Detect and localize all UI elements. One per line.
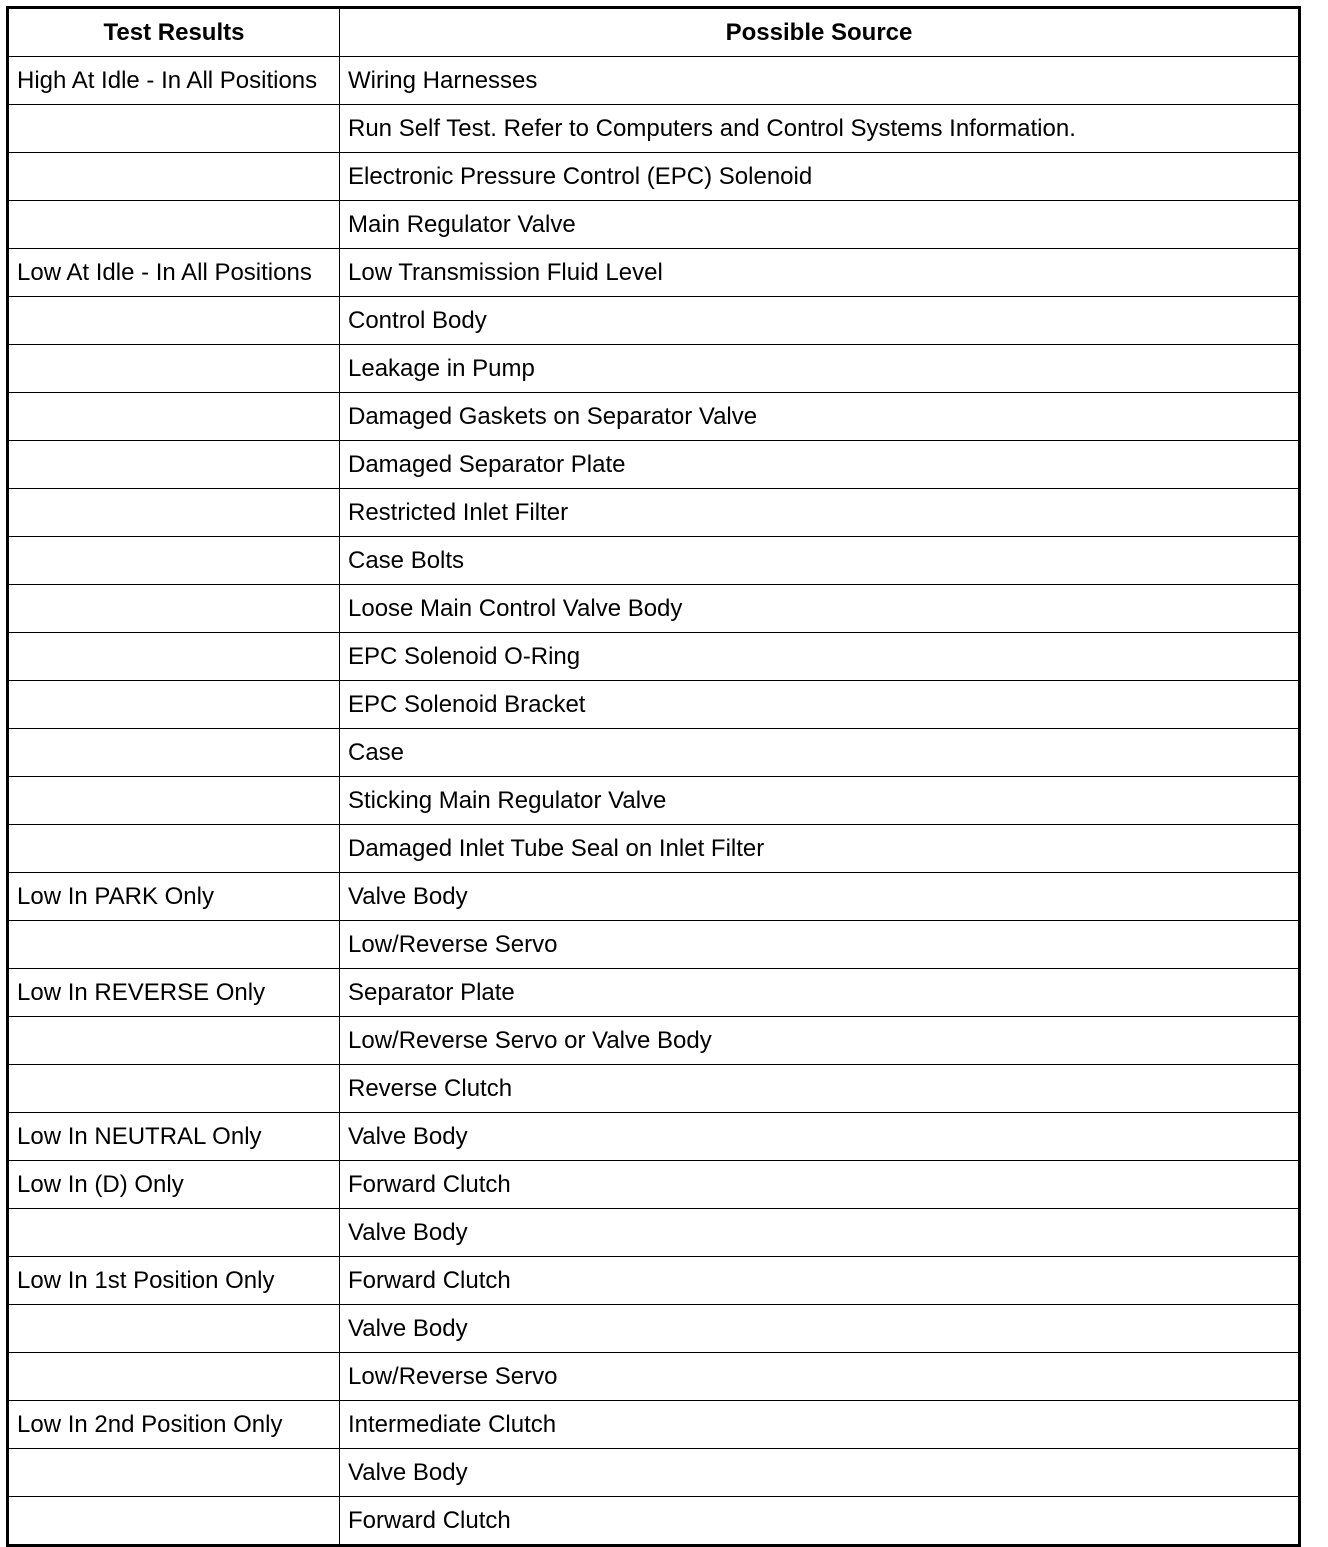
possible-source-cell: Control Body (340, 297, 1300, 345)
table-row (8, 201, 1300, 249)
possible-source-cell: Damaged Separator Plate (340, 441, 1300, 489)
table-row (8, 825, 1300, 873)
table-row (8, 777, 1300, 825)
possible-source-cell: Forward Clutch (340, 1497, 1300, 1546)
table-row (8, 1305, 1300, 1353)
table-row (8, 393, 1300, 441)
test-result-cell (8, 1065, 340, 1113)
possible-source-cell: Valve Body (340, 1449, 1300, 1497)
table-row (8, 537, 1300, 585)
possible-source-cell: Sticking Main Regulator Valve (340, 777, 1300, 825)
test-result-cell: Low In NEUTRAL Only (8, 1113, 340, 1161)
test-result-cell (8, 921, 340, 969)
possible-source-cell: Forward Clutch (340, 1257, 1300, 1305)
possible-source-cell: Low/Reverse Servo (340, 1353, 1300, 1401)
test-result-cell (8, 441, 340, 489)
table-row (8, 1497, 1300, 1546)
test-result-cell (8, 681, 340, 729)
table-row (8, 1401, 1300, 1449)
possible-source-cell: Wiring Harnesses (340, 57, 1300, 105)
table-row (8, 585, 1300, 633)
test-result-cell (8, 105, 340, 153)
possible-source-cell: Damaged Gaskets on Separator Valve (340, 393, 1300, 441)
table-row (8, 297, 1300, 345)
test-result-cell (8, 393, 340, 441)
header-test-results: Test Results (8, 8, 340, 57)
possible-source-cell: Forward Clutch (340, 1161, 1300, 1209)
test-result-cell (8, 297, 340, 345)
test-result-cell (8, 153, 340, 201)
test-result-cell (8, 345, 340, 393)
possible-source-cell: Restricted Inlet Filter (340, 489, 1300, 537)
table-row (8, 921, 1300, 969)
possible-source-cell: Valve Body (340, 1209, 1300, 1257)
table-row (8, 873, 1300, 921)
test-result-cell (8, 585, 340, 633)
possible-source-cell: Valve Body (340, 1113, 1300, 1161)
test-result-cell (8, 1353, 340, 1401)
test-result-cell: Low In PARK Only (8, 873, 340, 921)
table-row (8, 729, 1300, 777)
possible-source-cell: Valve Body (340, 1305, 1300, 1353)
table-row (8, 681, 1300, 729)
test-result-cell (8, 1017, 340, 1065)
test-result-cell: Low In 2nd Position Only (8, 1401, 340, 1449)
header-row (8, 8, 1300, 57)
test-result-cell: Low In 1st Position Only (8, 1257, 340, 1305)
test-result-cell (8, 1497, 340, 1546)
test-result-cell (8, 537, 340, 585)
possible-source-cell: Main Regulator Valve (340, 201, 1300, 249)
possible-source-cell: Electronic Pressure Control (EPC) Solenoid (340, 153, 1300, 201)
possible-source-cell: Loose Main Control Valve Body (340, 585, 1300, 633)
test-result-cell (8, 1209, 340, 1257)
possible-source-cell: EPC Solenoid O-Ring (340, 633, 1300, 681)
diagnostic-table (6, 6, 1301, 1547)
table-row (8, 1065, 1300, 1113)
table-row (8, 633, 1300, 681)
possible-source-cell: Intermediate Clutch (340, 1401, 1300, 1449)
possible-source-cell: Run Self Test. Refer to Computers and Control Systems Information. (340, 105, 1300, 153)
table-row (8, 1209, 1300, 1257)
table-row (8, 969, 1300, 1017)
possible-source-cell: Leakage in Pump (340, 345, 1300, 393)
table-row (8, 1353, 1300, 1401)
table-row (8, 153, 1300, 201)
test-result-cell (8, 729, 340, 777)
test-result-cell (8, 489, 340, 537)
test-result-cell (8, 633, 340, 681)
possible-source-cell: Valve Body (340, 873, 1300, 921)
possible-source-cell: EPC Solenoid Bracket (340, 681, 1300, 729)
table-row (8, 105, 1300, 153)
table-row (8, 1161, 1300, 1209)
test-result-cell (8, 1449, 340, 1497)
test-result-cell (8, 777, 340, 825)
table-row (8, 345, 1300, 393)
possible-source-cell: Damaged Inlet Tube Seal on Inlet Filter (340, 825, 1300, 873)
table-row (8, 441, 1300, 489)
header-possible-source: Possible Source (340, 8, 1300, 57)
table-row (8, 57, 1300, 105)
test-result-cell (8, 825, 340, 873)
table-row (8, 1257, 1300, 1305)
table-row (8, 249, 1300, 297)
table-row (8, 1449, 1300, 1497)
table-row (8, 1017, 1300, 1065)
possible-source-cell: Low/Reverse Servo or Valve Body (340, 1017, 1300, 1065)
possible-source-cell: Case Bolts (340, 537, 1300, 585)
table-header (8, 8, 1300, 57)
test-result-cell: Low In REVERSE Only (8, 969, 340, 1017)
possible-source-cell: Case (340, 729, 1300, 777)
test-result-cell (8, 201, 340, 249)
table-row (8, 1113, 1300, 1161)
table-body (8, 57, 1300, 1546)
table-row (8, 489, 1300, 537)
possible-source-cell: Separator Plate (340, 969, 1300, 1017)
possible-source-cell: Reverse Clutch (340, 1065, 1300, 1113)
test-result-cell: Low At Idle - In All Positions (8, 249, 340, 297)
test-result-cell: Low In (D) Only (8, 1161, 340, 1209)
test-result-cell: High At Idle - In All Positions (8, 57, 340, 105)
possible-source-cell: Low Transmission Fluid Level (340, 249, 1300, 297)
possible-source-cell: Low/Reverse Servo (340, 921, 1300, 969)
test-result-cell (8, 1305, 340, 1353)
